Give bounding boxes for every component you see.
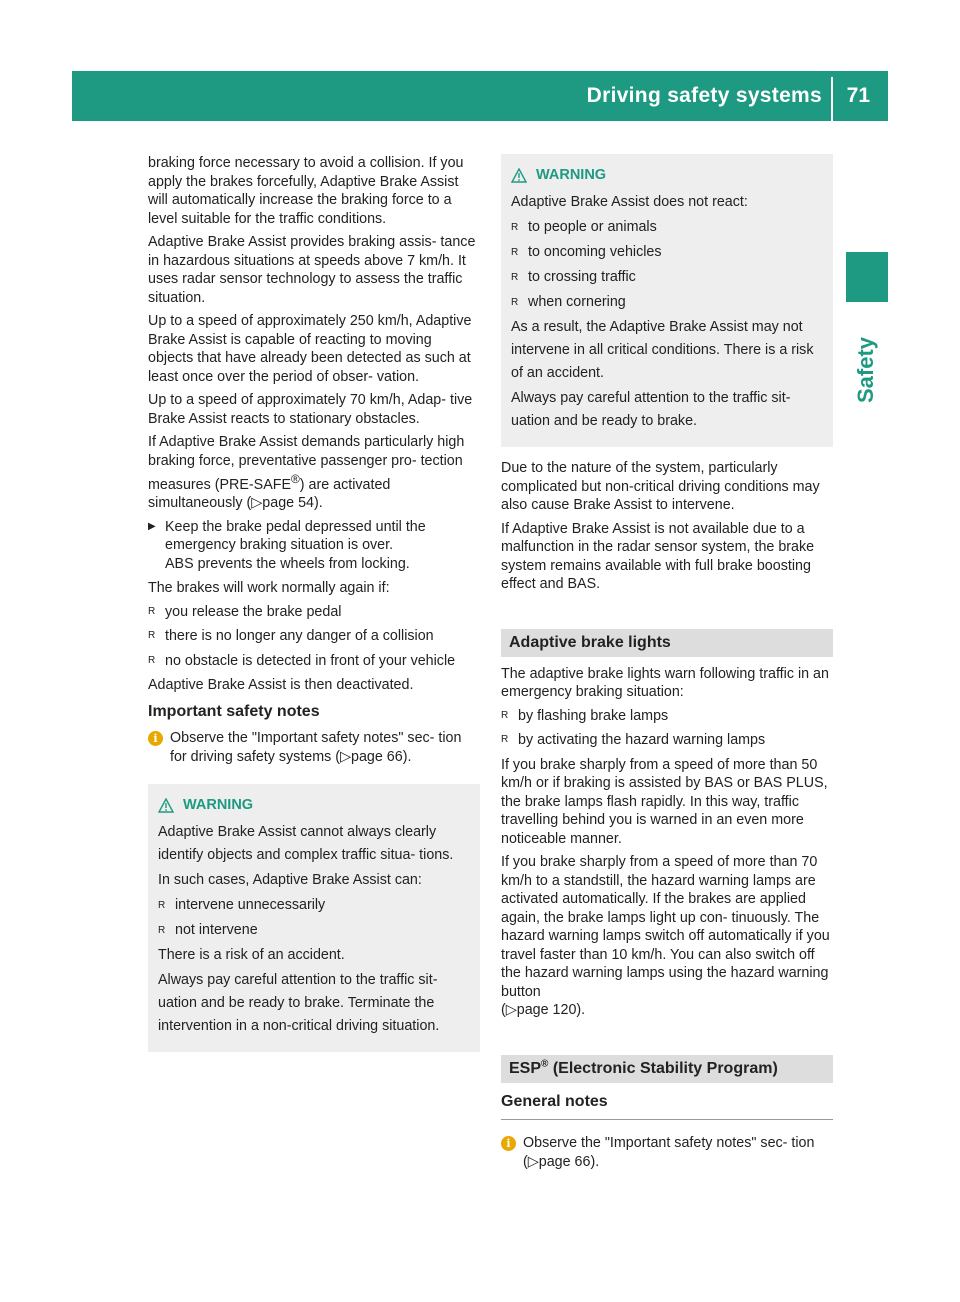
list-item-text: to people or animals — [528, 219, 657, 235]
bullet-r-icon: R — [148, 605, 156, 617]
list-item — [511, 216, 824, 239]
list-item-text: you release the brake pedal — [165, 603, 342, 620]
warning-text: Adaptive Brake Assist cannot always clearly identify objects and complex traffic situa- tions. — [158, 824, 454, 864]
bullet-r-icon: R — [501, 734, 509, 745]
warning-header — [511, 164, 824, 187]
page-ref-arrow-icon: ▷ — [340, 748, 352, 765]
paragraph: Adaptive Brake Assist is then deactivated. — [148, 677, 414, 694]
header-title: Driving safety systems — [586, 84, 822, 107]
bullet-r-icon: R — [158, 925, 166, 937]
warning-label: WARNING — [536, 167, 607, 183]
warning-triangle-icon — [158, 798, 174, 813]
list-item-text: there is no longer any danger of a collision — [165, 628, 434, 645]
paragraph: The brakes will work normally again if: — [148, 580, 390, 597]
paragraph: If you brake sharply from a speed of more than 50 km/h or if braking is assisted by BAS or BAS PLUS, the brake lamps flash rapidly. In this way, traffic travelling behind you is warned in an even more noticeable manner. — [501, 756, 828, 847]
list-item — [501, 707, 833, 726]
list-item-text: intervene unnecessarily — [175, 897, 326, 914]
bullet-r-icon: R — [511, 247, 519, 258]
paragraph: Due to the nature of the system, particularly complicated but non-critical driving conditions may also cause Brake Assist to intervene. — [501, 460, 820, 513]
page-ref-link[interactable]: page 66 — [351, 748, 403, 765]
info-note — [501, 1134, 833, 1171]
list-item-text: to crossing traffic — [528, 269, 636, 285]
warning-triangle-icon — [511, 168, 527, 183]
section-heading: General notes — [501, 1092, 608, 1110]
page-ref-arrow-icon: ▷ — [505, 1002, 517, 1018]
left-column — [148, 154, 480, 1052]
section-heading: Important safety notes — [148, 702, 320, 720]
section-band: ESP® (Electronic Stability Program) — [501, 1055, 833, 1083]
registered-mark: ® — [541, 1058, 549, 1070]
instruction-step — [148, 518, 480, 574]
warning-box — [501, 154, 833, 447]
paragraph: Up to a speed of approximately 70 km/h, Adap- tive Brake Assist reacts to stationary obstacles. — [148, 392, 473, 427]
list-item-text: by flashing brake lamps — [518, 707, 669, 724]
arrow-right-icon: ▶ — [148, 520, 156, 532]
page-ref-link[interactable]: page 54 — [262, 495, 314, 512]
bullet-r-icon: R — [511, 222, 519, 233]
registered-mark: ® — [291, 472, 300, 486]
list-item — [148, 627, 480, 646]
section-band: Adaptive brake lights — [501, 629, 833, 657]
page-number: 71 — [846, 84, 870, 107]
list-item-text: not intervene — [175, 922, 258, 939]
list-item — [511, 241, 824, 264]
list-item-text: by activating the hazard warning lamps — [518, 732, 766, 748]
bullet-r-icon: R — [148, 654, 156, 666]
warning-text: Adaptive Brake Assist does not react: — [511, 194, 748, 210]
warning-text: As a result, the Adaptive Brake Assist may not intervene in all critical conditions. There is a risk of an accident. — [511, 319, 814, 381]
text: ). — [313, 495, 323, 512]
bullet-r-icon: R — [148, 630, 156, 642]
page-ref-link[interactable]: page 66 — [538, 1153, 591, 1170]
divider — [501, 1119, 833, 1120]
info-text: Observe the "Important safety notes" sec- tion (▷page 66). — [523, 1135, 815, 1170]
text: ) are activated simultaneously ( — [148, 476, 391, 512]
paragraph — [148, 433, 480, 513]
header-divider — [831, 77, 833, 121]
side-tab-marker — [846, 252, 888, 302]
bullet-r-icon: R — [501, 709, 509, 721]
paragraph: If Adaptive Brake Assist is not available due to a malfunction in the radar sensor system, the brake system remains available with full brake boosting effect and BAS. — [501, 520, 815, 592]
paragraph: The adaptive brake lights warn following traffic in an emergency braking situation: — [501, 665, 829, 700]
list-item — [511, 266, 824, 289]
page-ref-link[interactable]: page 120 — [516, 1002, 577, 1018]
info-icon: i — [501, 1136, 516, 1151]
text: If Adaptive Brake Assist demands particularly high braking force, preventative passenger pro- tection measures (PRE-SAFE — [148, 434, 465, 493]
paragraph: If you brake sharply from a speed of more than 70 km/h to a standstill, the hazard warning lamps are activated automatically. If the brakes are applied again, the brake lamps light up con- tinuously. The hazard warning lamps switch off automatically if you travel faster than 10 km/h. You can also switch off the hazard warning lamps using the hazard warning button (▷page 120). — [501, 854, 830, 1018]
list-item — [158, 894, 471, 917]
list-item — [501, 731, 833, 750]
warning-text: There is a risk of an accident. — [158, 947, 345, 964]
list-item-text: when cornering — [528, 294, 626, 310]
page-ref-arrow-icon: ▷ — [251, 495, 263, 512]
step-result: ABS prevents the wheels from locking. — [165, 555, 410, 572]
list-item — [148, 603, 480, 622]
paragraph: Adaptive Brake Assist provides braking assis- tance in hazardous situations at speeds above 7 km/h. It uses radar sensor technology to assess the traffic situation. — [148, 234, 476, 306]
info-text: Observe the "Important safety notes" sec- tion for driving safety systems (▷page 66). — [170, 730, 462, 765]
list-item-text: to oncoming vehicles — [528, 244, 662, 260]
right-column — [501, 154, 833, 1176]
step-text: Keep the brake pedal depressed until the emergency braking situation is over. — [165, 518, 426, 554]
warning-header — [158, 794, 471, 817]
info-note — [148, 729, 480, 766]
info-icon: i — [148, 731, 163, 746]
warning-text: Always pay careful attention to the traffic sit- uation and be ready to brake. — [511, 390, 791, 429]
list-item — [158, 919, 471, 942]
page-ref-arrow-icon: ▷ — [527, 1153, 539, 1170]
warning-label: WARNING — [183, 797, 254, 814]
list-item — [511, 291, 824, 314]
list-item — [148, 652, 480, 671]
paragraph: Up to a speed of approximately 250 km/h, Adaptive Brake Assist is capable of reacting to moving objects that have already been detected as such at least once over the period of obser- vation. — [148, 313, 472, 385]
bullet-r-icon: R — [158, 900, 166, 912]
header-bar — [72, 71, 888, 121]
warning-text: Always pay careful attention to the traffic sit- uation and be ready to brake. Terminate the intervention in a non-critical driving situation. — [158, 972, 440, 1035]
side-tab-label: Safety — [853, 336, 878, 404]
list-item-text: no obstacle is detected in front of your vehicle — [165, 652, 456, 669]
warning-text: In such cases, Adaptive Brake Assist can: — [158, 872, 422, 889]
bullet-r-icon: R — [511, 297, 519, 308]
bullet-r-icon: R — [511, 272, 519, 283]
warning-box — [148, 784, 480, 1052]
paragraph: braking force necessary to avoid a collision. If you apply the brakes forcefully, Adaptive Brake Assist will automatically increase the braking force to a level suitable for the traffic conditions. — [148, 155, 464, 227]
